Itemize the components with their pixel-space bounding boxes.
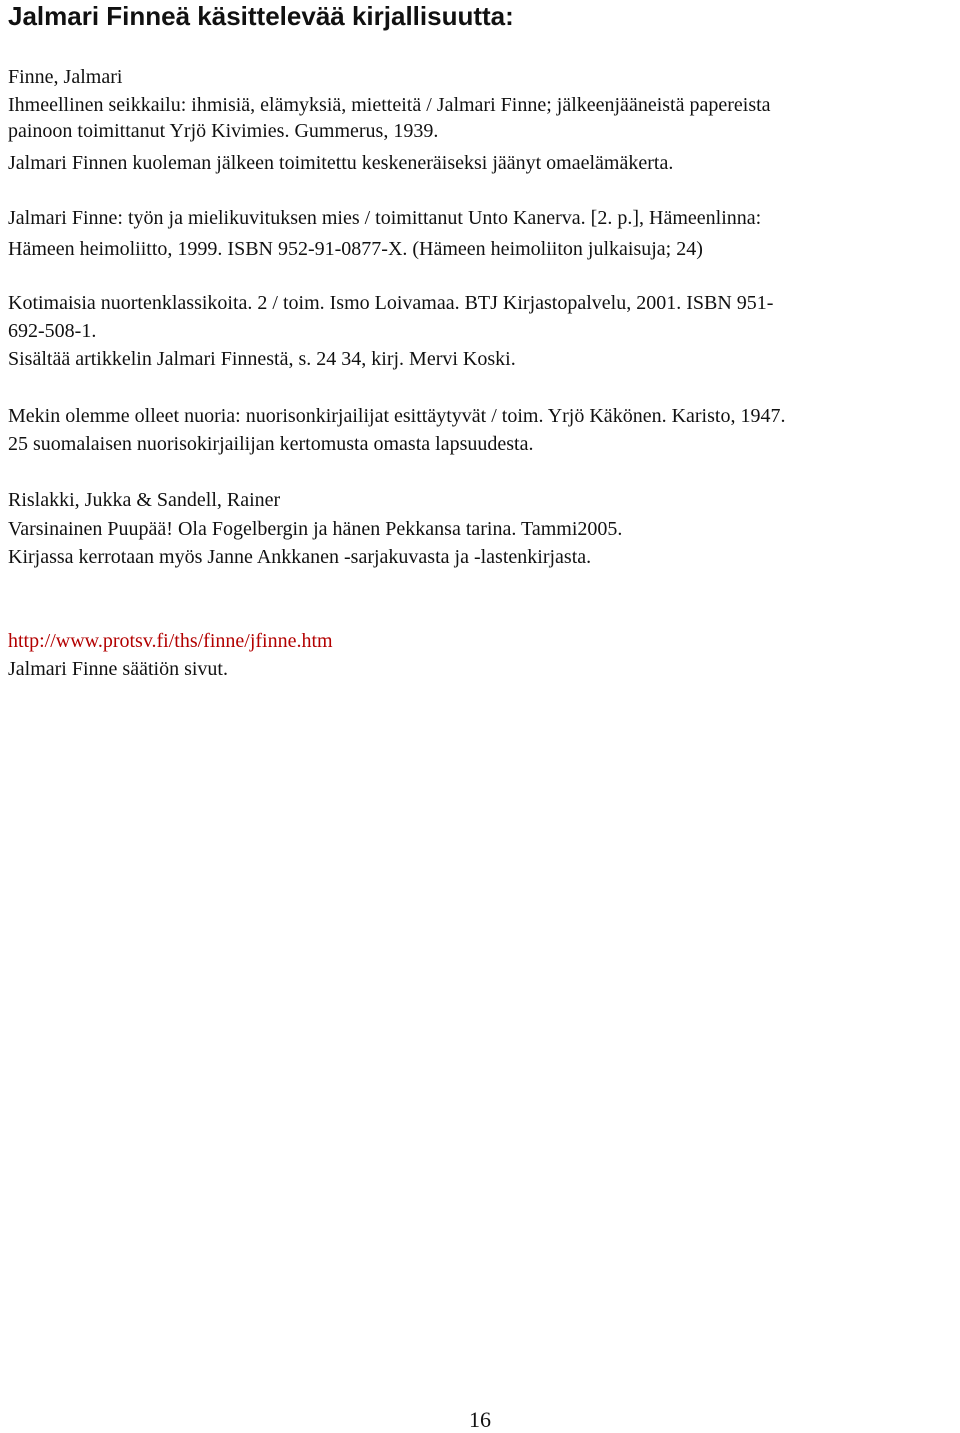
- page-heading: Jalmari Finneä käsittelevää kirjallisuutta:: [8, 1, 514, 31]
- entry-line: Ihmeellinen seikkailu: ihmisiä, elämyksiä, mietteitä / Jalmari Finne; jälkeenjääneistä papereista: [8, 94, 771, 116]
- entry-line: Kirjassa kerrotaan myös Janne Ankkanen -sarjakuvasta ja -lastenkirjasta.: [8, 546, 592, 568]
- entry-line: Rislakki, Jukka & Sandell, Rainer: [8, 489, 281, 511]
- entry-line: Sisältää artikkelin Jalmari Finnestä, s. 24 34, kirj. Mervi Koski.: [8, 348, 516, 370]
- entry-line: Jalmari Finne: työn ja mielikuvituksen mies / toimittanut Unto Kanerva. [2. p.], Hämeenlinna:: [8, 207, 762, 229]
- entry-line: 25 suomalaisen nuorisokirjailijan kertomusta omasta lapsuudesta.: [8, 433, 534, 455]
- link-description: Jalmari Finne säätiön sivut.: [8, 658, 228, 680]
- foundation-website-link[interactable]: http://www.protsv.fi/ths/finne/jfinne.htm: [8, 630, 333, 652]
- entry-line: Varsinainen Puupää! Ola Fogelbergin ja hänen Pekkansa tarina. Tammi2005.: [8, 518, 623, 540]
- page-number: 16: [469, 1407, 491, 1432]
- entry-line: 692-508-1.: [8, 320, 97, 342]
- entry-line: Mekin olemme olleet nuoria: nuorisonkirjailijat esittäytyvät / toim. Yrjö Käkönen. Karisto, 1947.: [8, 405, 786, 427]
- entry-line: Finne, Jalmari: [8, 66, 123, 88]
- entry-line: Kotimaisia nuortenklassikoita. 2 / toim. Ismo Loivamaa. BTJ Kirjastopalvelu, 2001. ISBN 951-: [8, 292, 774, 314]
- entry-line: Jalmari Finnen kuoleman jälkeen toimitettu keskeneräiseksi jäänyt omaelämäkerta.: [8, 152, 674, 174]
- entry-line: Hämeen heimoliitto, 1999. ISBN 952-91-0877-X. (Hämeen heimoliiton julkaisuja; 24): [8, 238, 703, 260]
- entry-line: painoon toimittanut Yrjö Kivimies. Gummerus, 1939.: [8, 120, 439, 142]
